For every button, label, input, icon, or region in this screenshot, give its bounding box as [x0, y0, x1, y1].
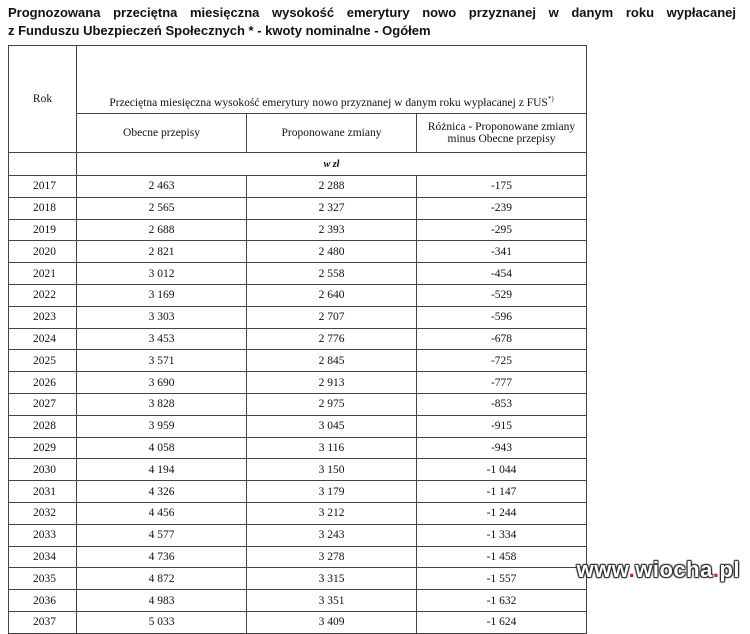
diff-cell: -1 632	[417, 590, 587, 612]
current-cell: 2 821	[77, 241, 247, 263]
proposed-cell: 2 845	[247, 350, 417, 372]
watermark-tld: pl	[719, 557, 740, 582]
diff-cell: -175	[417, 176, 587, 198]
table-row	[9, 568, 587, 590]
year-cell: 2025	[9, 350, 77, 372]
year-cell: 2032	[9, 502, 77, 524]
year-cell: 2035	[9, 568, 77, 590]
year-cell: 2028	[9, 415, 77, 437]
watermark-site: wiocha	[635, 557, 713, 582]
year-cell: 2036	[9, 590, 77, 612]
proposed-cell: 2 913	[247, 372, 417, 394]
year-cell: 2023	[9, 306, 77, 328]
title-line-1: Prognozowana przeciętna miesięczna wysokość emerytury nowo przyznanej w danym roku wypłacanej	[8, 5, 736, 20]
current-cell: 4 872	[77, 568, 247, 590]
current-cell: 3 828	[77, 393, 247, 415]
header-proposed: Proponowane zmiany	[247, 113, 417, 153]
current-cell: 3 571	[77, 350, 247, 372]
table-row	[9, 459, 587, 481]
table-row	[9, 437, 587, 459]
current-cell: 4 577	[77, 524, 247, 546]
proposed-cell: 3 179	[247, 481, 417, 503]
current-cell: 3 303	[77, 306, 247, 328]
header-diff: Różnica - Proponowane zmiany minus Obecne przepisy	[417, 113, 587, 153]
proposed-cell: 2 558	[247, 263, 417, 285]
year-cell: 2018	[9, 197, 77, 219]
diff-cell: -678	[417, 328, 587, 350]
table-row	[9, 219, 587, 241]
unit-label: w zł	[77, 153, 587, 176]
diff-cell: -596	[417, 306, 587, 328]
proposed-cell: 3 243	[247, 524, 417, 546]
proposed-cell: 3 278	[247, 546, 417, 568]
current-cell: 3 959	[77, 415, 247, 437]
current-cell: 4 456	[77, 502, 247, 524]
year-cell: 2024	[9, 328, 77, 350]
year-cell: 2021	[9, 263, 77, 285]
current-cell: 4 736	[77, 546, 247, 568]
proposed-cell: 2 480	[247, 241, 417, 263]
year-cell: 2031	[9, 481, 77, 503]
proposed-cell: 3 315	[247, 568, 417, 590]
year-cell: 2017	[9, 176, 77, 198]
year-cell: 2026	[9, 372, 77, 394]
diff-cell: -239	[417, 197, 587, 219]
table-row	[9, 284, 587, 306]
table-row	[9, 328, 587, 350]
table-row	[9, 524, 587, 546]
table-row	[9, 502, 587, 524]
current-cell: 2 463	[77, 176, 247, 198]
year-cell: 2020	[9, 241, 77, 263]
current-cell: 4 983	[77, 590, 247, 612]
diff-cell: -1 624	[417, 611, 587, 633]
diff-cell: -915	[417, 415, 587, 437]
table-row	[9, 241, 587, 263]
proposed-cell: 2 975	[247, 393, 417, 415]
proposed-cell: 2 288	[247, 176, 417, 198]
table-row	[9, 393, 587, 415]
proposed-cell: 3 409	[247, 611, 417, 633]
diff-cell: -1 557	[417, 568, 587, 590]
current-cell: 4 194	[77, 459, 247, 481]
current-cell: 3 012	[77, 263, 247, 285]
header-year: Rok	[9, 46, 77, 153]
table-row	[9, 590, 587, 612]
current-cell: 4 326	[77, 481, 247, 503]
header-current: Obecne przepisy	[77, 113, 247, 153]
table-row	[9, 306, 587, 328]
current-cell: 5 033	[77, 611, 247, 633]
diff-cell: -1 334	[417, 524, 587, 546]
current-cell: 3 169	[77, 284, 247, 306]
table-row	[9, 350, 587, 372]
proposed-cell: 3 150	[247, 459, 417, 481]
proposed-cell: 3 045	[247, 415, 417, 437]
diff-cell: -943	[417, 437, 587, 459]
header-span-note: *)	[547, 94, 554, 103]
proposed-cell: 3 351	[247, 590, 417, 612]
diff-cell: -1 458	[417, 546, 587, 568]
table-row	[9, 415, 587, 437]
table-row	[9, 611, 587, 633]
header-span	[77, 46, 587, 114]
year-cell: 2027	[9, 393, 77, 415]
watermark-www: www	[576, 557, 629, 582]
diff-cell: -1 044	[417, 459, 587, 481]
diff-cell: -1 244	[417, 502, 587, 524]
table-row	[9, 372, 587, 394]
diff-cell: -777	[417, 372, 587, 394]
table-row	[9, 197, 587, 219]
year-cell: 2030	[9, 459, 77, 481]
year-cell: 2034	[9, 546, 77, 568]
current-cell: 2 688	[77, 219, 247, 241]
table-row	[9, 546, 587, 568]
diff-cell: -454	[417, 263, 587, 285]
diff-cell: -725	[417, 350, 587, 372]
header-span-text: Przeciętna miesięczna wysokość emerytury nowo przyznanej w danym roku wypłacanej z FUS	[109, 96, 548, 109]
table-row	[9, 481, 587, 503]
current-cell: 4 058	[77, 437, 247, 459]
title-line-2: z Funduszu Ubezpieczeń Społecznych * - kwoty nominalne - Ogółem	[8, 23, 431, 38]
current-cell: 3 690	[77, 372, 247, 394]
proposed-cell: 2 707	[247, 306, 417, 328]
proposed-cell: 2 327	[247, 197, 417, 219]
table-row	[9, 176, 587, 198]
year-cell: 2037	[9, 611, 77, 633]
proposed-cell: 2 776	[247, 328, 417, 350]
unit-empty-cell	[9, 153, 77, 176]
proposed-cell: 3 116	[247, 437, 417, 459]
watermark: www.wiocha.pl	[576, 557, 740, 582]
year-cell: 2029	[9, 437, 77, 459]
proposed-cell: 3 212	[247, 502, 417, 524]
diff-cell: -529	[417, 284, 587, 306]
diff-cell: -1 147	[417, 481, 587, 503]
diff-cell: -853	[417, 393, 587, 415]
current-cell: 3 453	[77, 328, 247, 350]
diff-cell: -295	[417, 219, 587, 241]
pension-table	[8, 45, 587, 634]
table-row	[9, 263, 587, 285]
diff-cell: -341	[417, 241, 587, 263]
year-cell: 2019	[9, 219, 77, 241]
proposed-cell: 2 640	[247, 284, 417, 306]
year-cell: 2022	[9, 284, 77, 306]
proposed-cell: 2 393	[247, 219, 417, 241]
year-cell: 2033	[9, 524, 77, 546]
current-cell: 2 565	[77, 197, 247, 219]
document-title	[8, 4, 736, 40]
